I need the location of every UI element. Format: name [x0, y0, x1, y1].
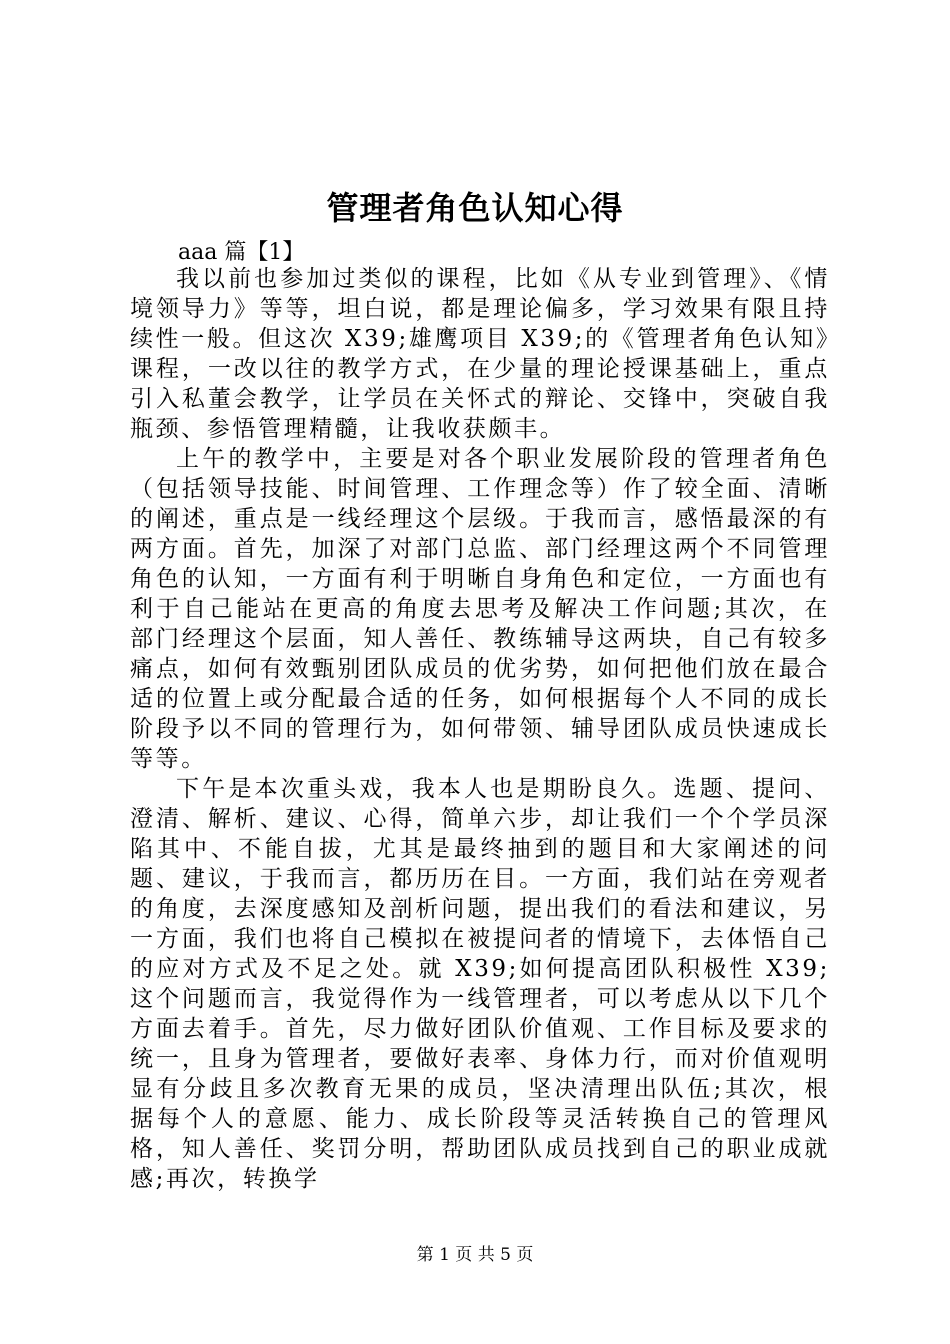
- paragraph-2: 上午的教学中，主要是对各个职业发展阶段的管理者角色（包括领导技能、时间管理、工作理念等）作了较全面、清晰的阐述，重点是一线经理这个层级。于我而言，感悟最深的有两方面。首先，加深了对部门总监、部门经理这两个不同管理角色的认知，一方面有利于明晰自身角色和定位，一方面也有利于自己能站在更高的角度去思考及解决工作问题;其次，在部门经理这个层面，知人善任、教练辅导这两块，自己有较多痛点，如何有效甄别团队成员的优劣势，如何把他们放在最合适的位置上或分配最合适的任务，如何根据每个人不同的成长阶段予以不同的管理行为，如何带领、辅导团队成员快速成长等等。: [130, 446, 830, 772]
- paragraph-1: 我以前也参加过类似的课程，比如《从专业到管理》、《情境领导力》等等，坦白说，都是理论偏多，学习效果有限且持续性一般。但这次 X39;雄鹰项目 X39;的《管理者角色认知》课程，一改以往的教学方式，在少量的理论授课基础上，重点引入私董会教学，让学员在关怀式的辩论、交锋中，突破自我瓶颈、参悟管理精髓，让我收获颇丰。: [130, 266, 830, 442]
- page-number-footer: 第 1 页 共 5 页: [416, 1245, 534, 1265]
- document-body: [130, 264, 830, 1194]
- paragraph-3: 下午是本次重头戏，我本人也是期盼良久。选题、提问、澄清、解析、建议、心得，简单六步，却让我们一个个学员深陷其中、不能自拔，尤其是最终抽到的题目和大家阐述的问题、建议，于我而言，都历历在目。一方面，我们站在旁观者的角度，去深度感知及剖析问题，提出我们的看法和建议，另一方面，我们也将自己模拟在被提问者的情境下，去体悟自己的应对方式及不足之处。就 X39;如何提高团队积极性 X39;这个问题而言，我觉得作为一线管理者，可以考虑从以下几个方面去着手。首先，尽力做好团队价值观、工作目标及要求的统一，且身为管理者，要做好表率、身体力行，而对价值观明显有分歧且多次教育无果的成员，坚决清理出队伍;其次，根据每个人的意愿、能力、成长阶段等灵活转换自己的管理风格，知人善任、奖罚分明，帮助团队成员找到自己的职业成就感;再次，转换学: [130, 776, 830, 1192]
- section-label: aaa 篇【1】: [178, 240, 305, 265]
- document-title: 管理者角色认知心得: [326, 189, 624, 227]
